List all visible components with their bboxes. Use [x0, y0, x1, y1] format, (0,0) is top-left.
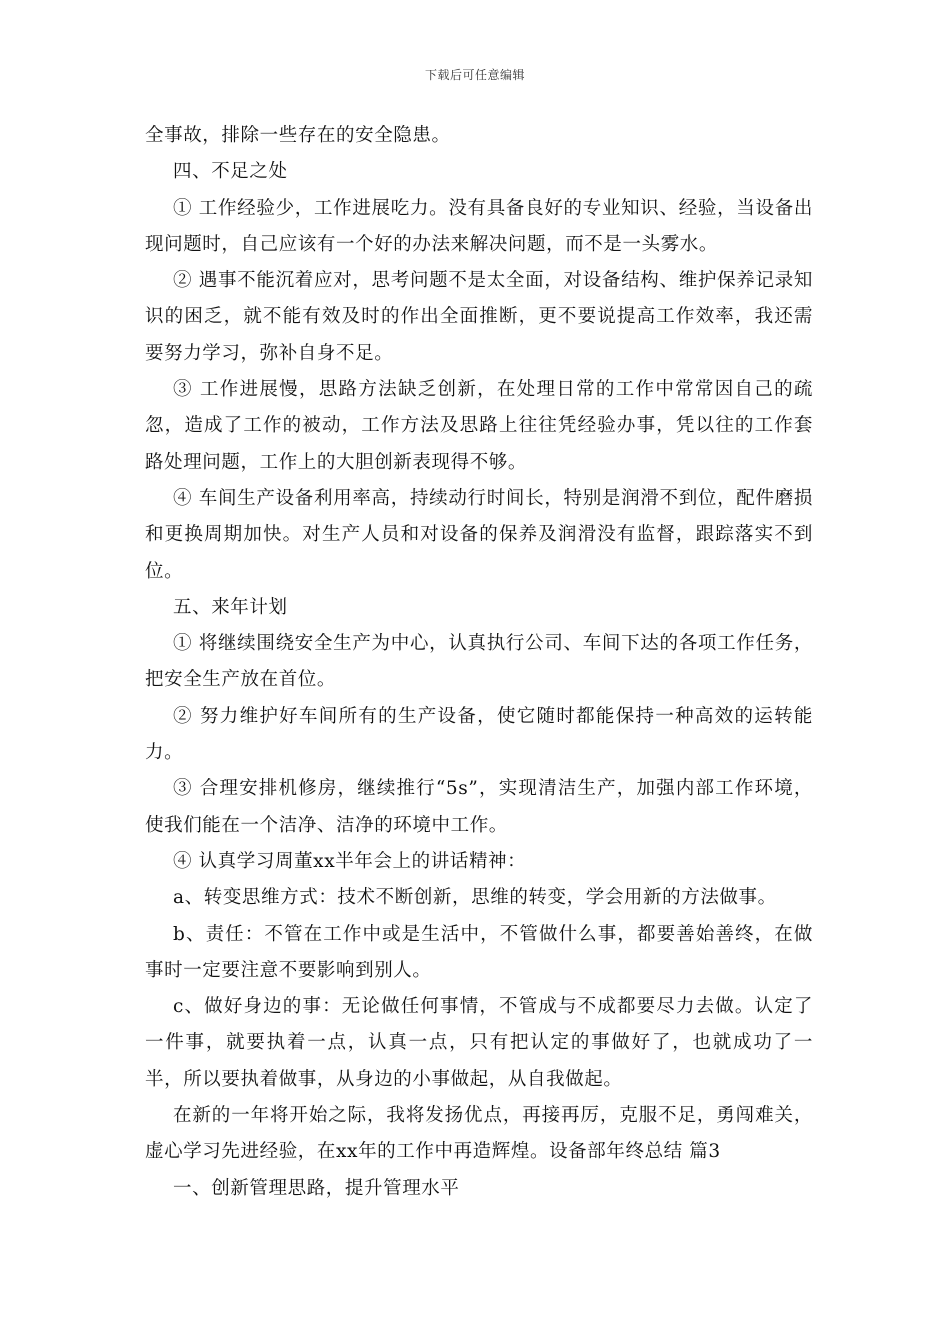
paragraph: ③ 合理安排机修房，继续推行“5s”，实现清洁生产，加强内部工作环境，使我们能在一个洁净、洁净的环境中工作。: [145, 778, 813, 836]
paragraph: b、责任：不管在工作中或是生活中，不管做什么事，都要善始善终，在做事时一定要注意不要影响到别人。: [145, 923, 813, 981]
paragraph: 在新的一年将开始之际，我将发扬优点，再接再厉，克服不足，勇闯难关，虚心学习先进经验，在xx年的工作中再造辉煌。设备部年终总结 篇3: [145, 1105, 813, 1163]
paragraph: ① 工作经验少，工作进展吃力。没有具备良好的专业知识、经验，当设备出现问题时，自己应该有一个好的办法来解决问题，而不是一头雾水。: [145, 197, 813, 255]
paragraph: 全事故，排除一些存在的安全隐患。: [145, 125, 451, 146]
paragraph: ④ 车间生产设备利用率高，持续动行时间长，特别是润滑不到位，配件磨损和更换周期加快。对生产人员和对设备的保养及润滑没有监督，跟踪落实不到位。: [145, 487, 813, 582]
document-body: [145, 118, 813, 1207]
page-header: 下载后可任意编辑: [424, 68, 525, 82]
section-heading-shortcomings: 四、不足之处: [173, 161, 288, 183]
section-heading-plan: 五、来年计划: [173, 596, 288, 618]
paragraph: a、转变思维方式：技术不断创新，思维的转变，学会用新的方法做事。: [173, 887, 777, 909]
section-heading-innovation: 一、创新管理思路，提升管理水平: [173, 1177, 460, 1199]
paragraph: ② 遇事不能沉着应对，思考问题不是太全面，对设备结构、维护保养记录知识的困乏，就不能有效及时的作出全面推断，更不要说提高工作效率，我还需要努力学习，弥补自身不足。: [145, 270, 813, 364]
paragraph: ③ 工作进展慢，思路方法缺乏创新，在处理日常的工作中常常因自己的疏忽，造成了工作的被动，工作方法及思路上往往凭经验办事，凭以往的工作套路处理问题，工作上的大胆创新表现得不够。: [145, 379, 813, 473]
paragraph: ② 努力维护好车间所有的生产设备，使它随时都能保持一种高效的运转能力。: [145, 705, 813, 764]
paragraph: ① 将继续围绕安全生产为中心，认真执行公司、车间下达的各项工作任务，把安全生产放在首位。: [145, 633, 813, 691]
paragraph: c、做好身边的事：无论做任何事情，不管成与不成都要尽力去做。认定了一件事，就要执着一点，认真一点，只有把认定的事做好了，也就成功了一半，所以要执着做事，从身边的小事做起，从自我做起。: [145, 996, 813, 1090]
paragraph: ④ 认真学习周董xx半年会上的讲话精神：: [173, 850, 527, 872]
